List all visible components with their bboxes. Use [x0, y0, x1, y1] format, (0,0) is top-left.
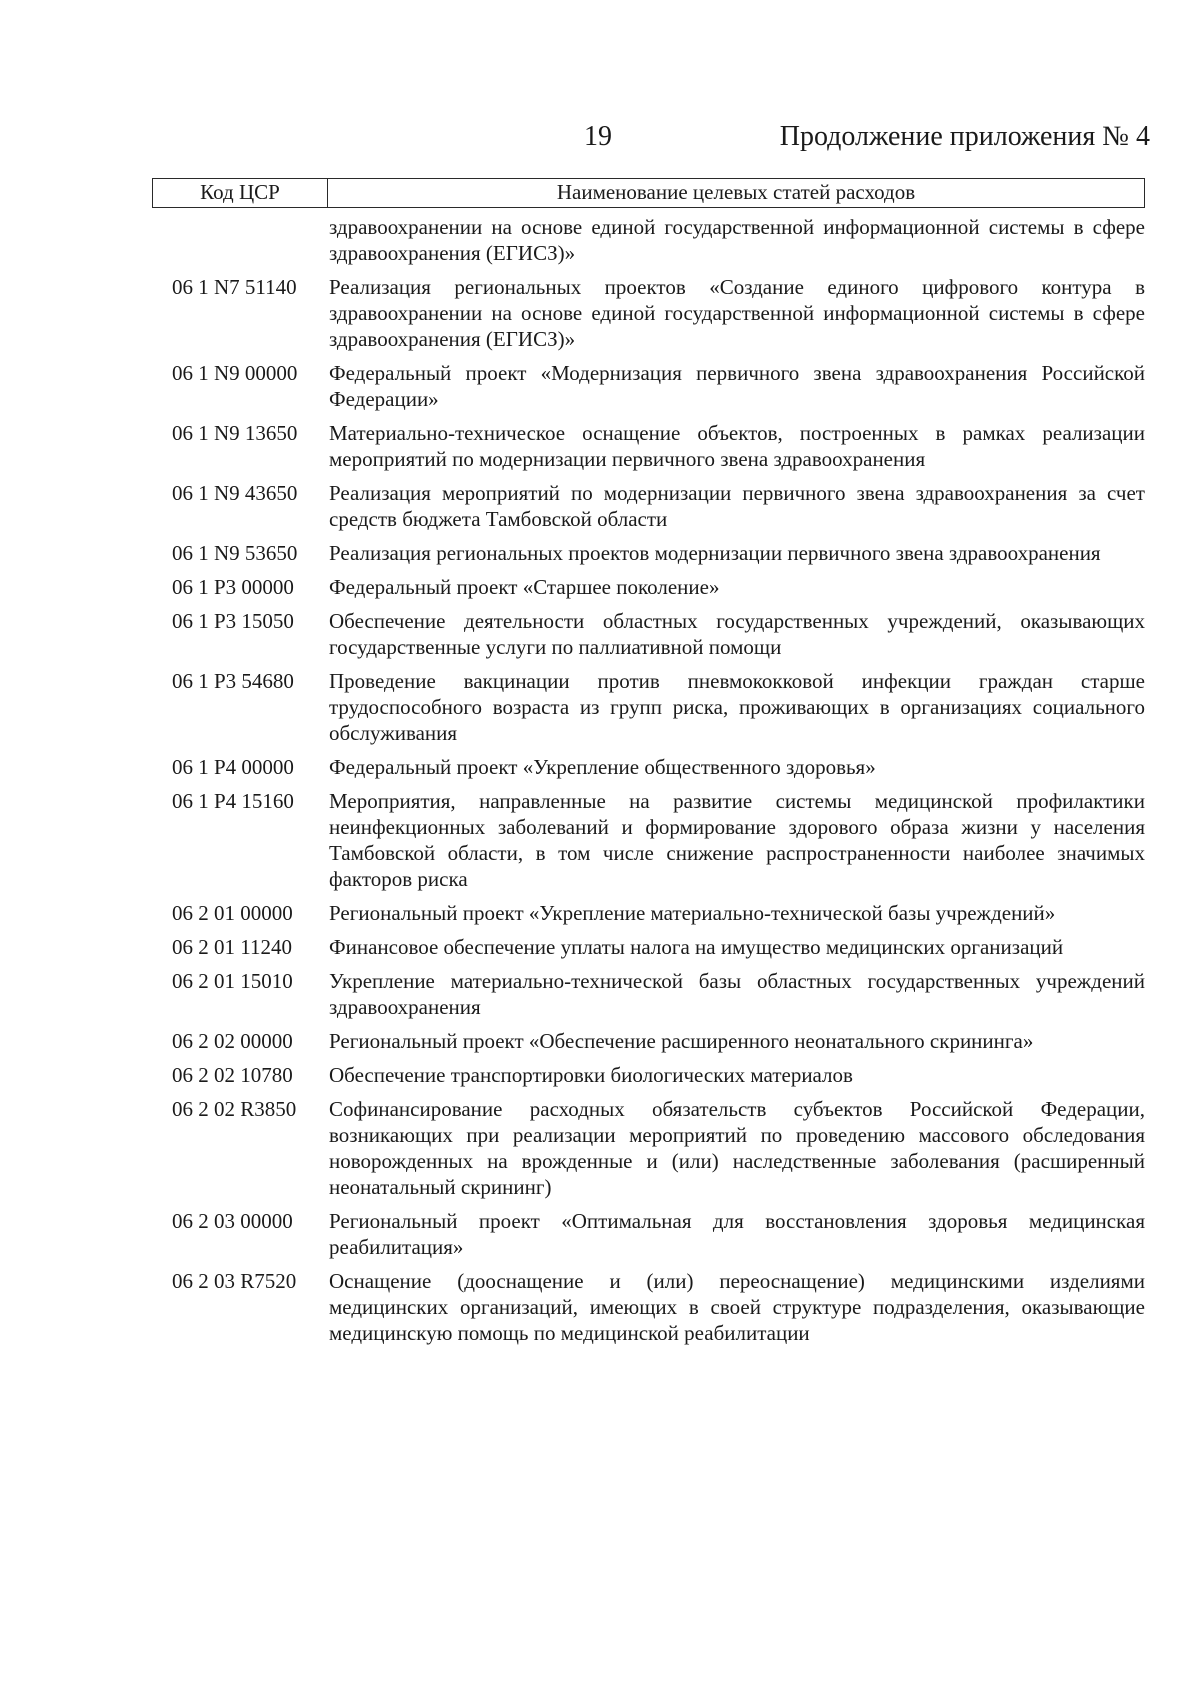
appendix-title: Продолжение приложения № 4	[779, 121, 1150, 152]
row-name: Мероприятия, направленные на развитие системы медицинской профилактики неинфекционных заболеваний и формирование здорового образа жизни у населения Тамбовской области, в том числе снижение распространенности наиболее значимых факторов риска	[329, 789, 1145, 891]
row-name: Оснащение (дооснащение и (или) переоснащение) медицинскими изделиями медицинских организаций, имеющих в своей структуре подразделения, оказывающие медицинскую помощь по медицинской реабилитации	[329, 1269, 1145, 1345]
row-code: 06 1 N9 43650	[172, 481, 298, 505]
row-name: Региональный проект «Укрепление материально-технической базы учреждений»	[329, 901, 1056, 925]
row-name: Материально-техническое оснащение объектов, построенных в рамках реализации мероприятий по модернизации первичного звена здравоохранения	[329, 421, 1145, 471]
row-name: Проведение вакцинации против пневмококковой инфекции граждан старше трудоспособного возраста из групп риска, проживающих в организациях социального обслуживания	[329, 669, 1145, 745]
table-row	[152, 1028, 1145, 1054]
table-row	[152, 1208, 1145, 1260]
table-row	[152, 900, 1145, 926]
table-row	[152, 540, 1145, 566]
column-header-code: Код ЦСР	[153, 179, 328, 207]
row-name: здравоохранении на основе единой государственной информационной системы в сфере здравоохранения (ЕГИСЗ)»	[329, 215, 1145, 265]
row-name: Обеспечение деятельности областных государственных учреждений, оказывающих государственные услуги по паллиативной помощи	[329, 609, 1145, 659]
row-code: 06 1 P3 00000	[172, 575, 294, 599]
row-name: Региональный проект «Оптимальная для восстановления здоровья медицинская реабилитация»	[329, 1209, 1145, 1259]
row-name: Региональный проект «Обеспечение расширенного неонатального скрининга»	[329, 1029, 1034, 1053]
table-row	[152, 934, 1145, 960]
row-name: Реализация региональных проектов «Создание единого цифрового контура в здравоохранении на основе единой государственной информационной системы в сфере здравоохранения (ЕГИСЗ)»	[329, 275, 1145, 351]
table-row	[152, 608, 1145, 660]
table-row	[152, 360, 1145, 412]
row-code: 06 1 N9 13650	[172, 421, 298, 445]
table-row	[152, 1062, 1145, 1088]
column-header-name: Наименование целевых статей расходов	[556, 180, 916, 204]
table-row	[152, 668, 1145, 746]
row-code: 06 2 02 10780	[172, 1063, 293, 1087]
table-body	[152, 214, 1145, 1354]
row-name: Обеспечение транспортировки биологических материалов	[329, 1063, 853, 1087]
row-code: 06 1 P3 15050	[172, 609, 294, 633]
row-code: 06 2 02 00000	[172, 1029, 293, 1053]
row-name: Укрепление материально-технической базы областных государственных учреждений здравоохранения	[329, 969, 1145, 1019]
row-code: 06 2 02 R3850	[172, 1097, 297, 1121]
row-code: 06 1 N7 51140	[172, 275, 297, 299]
row-code: 06 1 P4 00000	[172, 755, 294, 779]
table-row	[152, 420, 1145, 472]
table-row	[152, 788, 1145, 892]
table-row	[152, 214, 1145, 266]
table-row	[152, 480, 1145, 532]
table-row	[152, 968, 1145, 1020]
table-row	[152, 754, 1145, 780]
row-name: Федеральный проект «Модернизация первичного звена здравоохранения Российской Федерации»	[329, 361, 1145, 411]
row-name: Федеральный проект «Укрепление общественного здоровья»	[329, 755, 876, 779]
row-code: 06 2 03 00000	[172, 1209, 293, 1233]
page-number: 19	[584, 121, 612, 152]
row-code: 06 2 01 15010	[172, 969, 293, 993]
row-name: Федеральный проект «Старшее поколение»	[329, 575, 720, 599]
row-name: Реализация мероприятий по модернизации первичного звена здравоохранения за счет средств бюджета Тамбовской области	[329, 481, 1145, 531]
row-code: 06 1 N9 00000	[172, 361, 298, 385]
table-row	[152, 1096, 1145, 1200]
row-code: 06 2 01 00000	[172, 901, 293, 925]
row-name: Софинансирование расходных обязательств субъектов Российской Федерации, возникающих при реализации мероприятий по проведению массового обследования новорожденных на врожденные и (или) наследственные заболевания (расширенный неонатальный скрининг)	[329, 1097, 1145, 1199]
row-code: 06 2 01 11240	[172, 935, 292, 959]
row-code: 06 1 N9 53650	[172, 541, 298, 565]
table-row	[152, 574, 1145, 600]
table-row	[152, 274, 1145, 352]
row-code: 06 1 P4 15160	[172, 789, 294, 813]
table-row	[152, 1268, 1145, 1346]
table-header	[152, 178, 1145, 208]
row-code: 06 2 03 R7520	[172, 1269, 297, 1293]
row-code: 06 1 P3 54680	[172, 669, 294, 693]
row-name: Финансовое обеспечение уплаты налога на имущество медицинских организаций	[329, 935, 1064, 959]
row-name: Реализация региональных проектов модернизации первичного звена здравоохранения	[329, 541, 1101, 565]
